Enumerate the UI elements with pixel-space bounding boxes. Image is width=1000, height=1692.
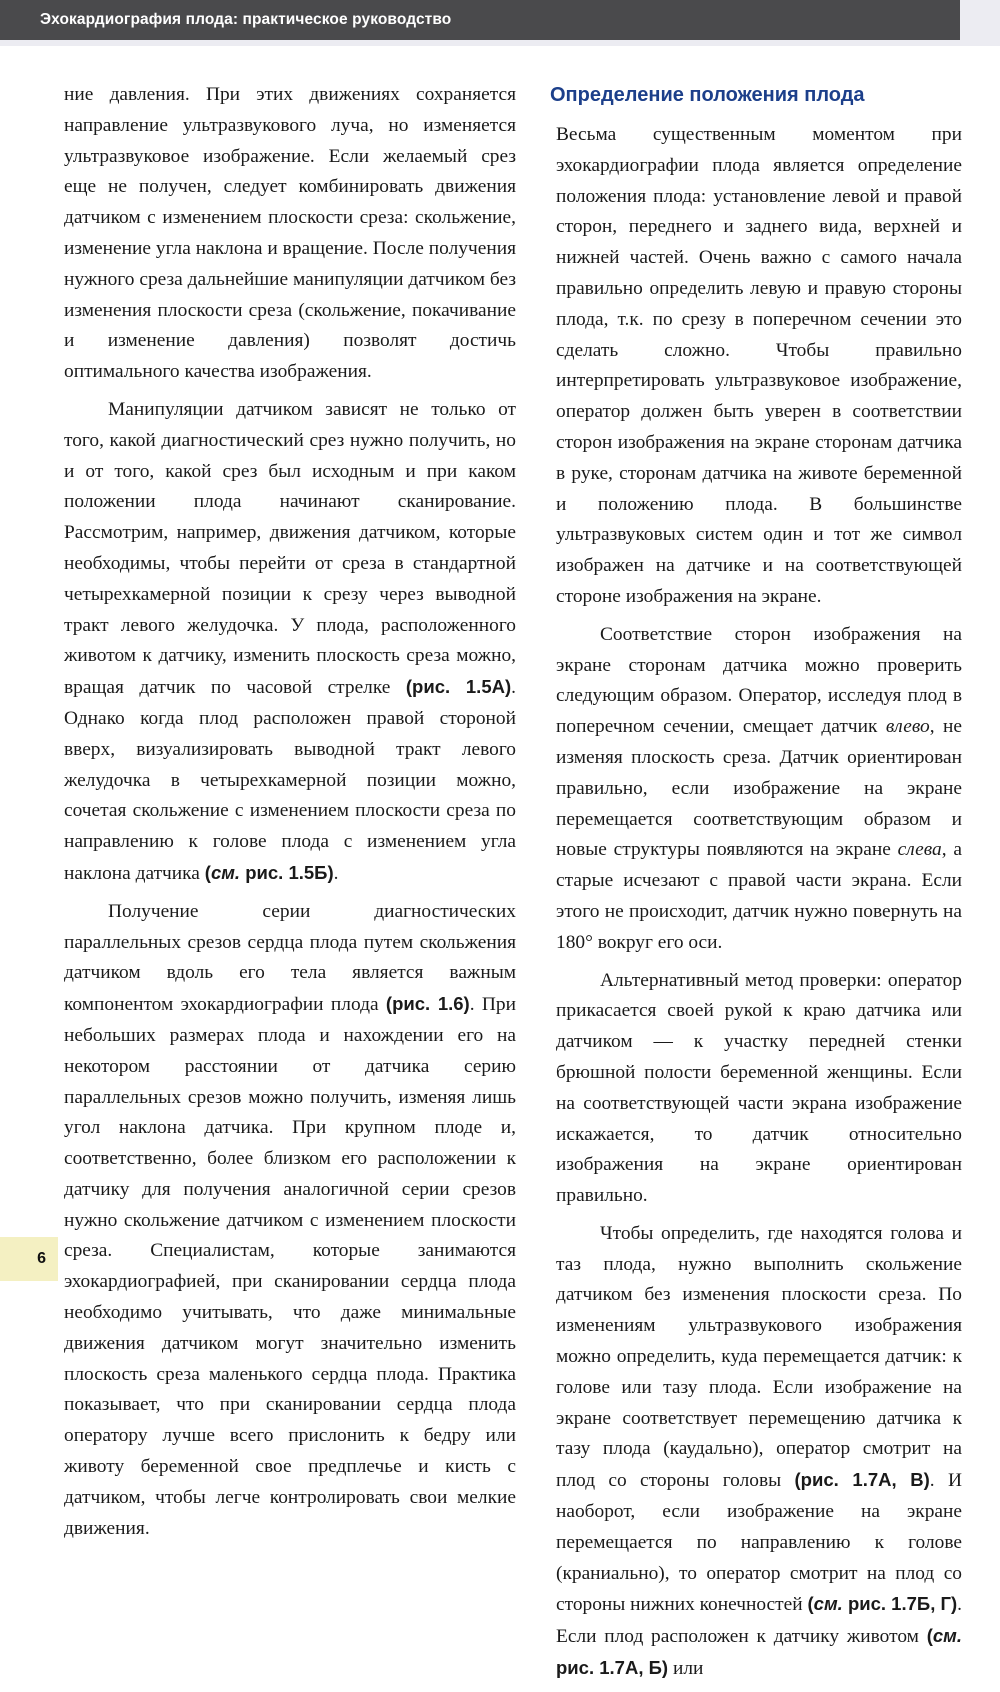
right-paragraph-3: Альтернативный метод проверки: оператор прикасается своей рукой к краю датчика или датчиком — к участку передней стенки брюшной полости беременной женщины. Если на соответствующей части экрана изображение искажается, то датчик относительно изображения на экране ориентирован правильно. (556, 969, 962, 1207)
page-number-label: 6 (37, 1250, 46, 1267)
figure-ref[interactable]: (см. рис. 1.7А, Б) (556, 1625, 962, 1679)
figure-ref[interactable]: (рис. 1.7А, В) (794, 1469, 930, 1491)
left-paragraph-1: ние давления. При этих движениях сохраняется направление ультразвукового луча, но изменяется ультразвуковое изображение. Если желаемый срез еще не получен, следует комбинировать движения датчиком с изменением плоскости среза: скольжение, изменение угла наклона и вращение. После получения нужного среза дальнейшие манипуляции датчиком без изменения плоскости среза (скольжение, покачивание и изменение давления) позволят достичь оптимального качества изображения. (64, 84, 516, 383)
right-paragraph-1: Весьма существенным моментом при эхокардиографии плода является определение положения плода: установление левой и правой сторон, переднего и заднего вида, верхней и нижней частей. Очень важно с самого начала правильно определить левую и правую стороны плода, т.к. по срезу в поперечном сечении это сделать сложно. Чтобы правильно интерпретировать ультразвуковое изображение, оператор должен быть уверен в соответствии сторон изображения на экране сторонам датчика в руке, сторонам датчика на животе беременной и положению плода. В большинстве ультразвуковых систем один и тот же символ изображен на датчике и на соответствующей стороне изображения на экране. (556, 124, 962, 607)
running-header (0, 0, 960, 40)
left-paragraph-2: Манипуляции датчиком зависят не только от того, какой диагностический срез нужно получить, но и от того, какой срез был исходным и при каком положении плода начинают сканирование. Рассмотрим, например, движения датчиком, которые необходимы, чтобы перейти от среза в стандартной четырехкамерной позиции к срезу через выводной тракт левого желудочка. У плода, расположенного животом к датчику, изменить плоскость среза можно, вращая датчик по часовой стрелке (рис. 1.5А). Однако когда плод расположен правой стороной вверх, визуализировать выводной тракт левого желудочка в четырехкамерной позиции можно, сочетая скольжение с изменением плоскости среза по направлению к голове плода с изменением угла наклона датчика (см. рис. 1.5Б). (64, 398, 516, 884)
section-title: Определение положения плода (550, 84, 865, 106)
page-number (0, 1237, 58, 1281)
figure-ref[interactable]: (рис. 1.5А) (405, 676, 512, 698)
left-paragraph-3: Получение серии диагностических параллельных срезов сердца плода путем скольжения датчиком вдоль его тела является важным компонентом эхокардиографии плода (рис. 1.6). При небольших размерах плода и нахождении его на некотором расстоянии от датчика серию параллельных срезов можно получить, изменяя лишь угол наклона датчика. При крупном плоде и, соответственно, более близком его расположении к датчику для получения аналогичной серии срезов нужно скольжение датчиком с изменением плоскости среза. Специалистам, которые занимаются эхокардиографией, при сканировании сердца плода необходимо учитывать, что даже минимальные движения датчиком могут значительно изменить плоскость среза маленького сердца плода. Практика показывает, что при сканировании сердца плода оператору лучше всего прислонить к бедру или животу беременной свое предплечье и кисть с датчиком, чтобы легче контролировать свои мелкие движения. (64, 900, 516, 1539)
right-paragraph-4: Чтобы определить, где находятся голова и таз плода, нужно выполнить скольжение датчиком без изменения плоскости среза. По изменениям ультразвукового изображения можно определить, куда перемещается датчик: к голове или тазу плода. Если изображение на экране соответствует перемещению датчика к тазу плода (каудально), оператор смотрит на плод со стороны головы (рис. 1.7А, В). И наоборот, если изображение на экране перемещается по направлению к голове (краниально), то оператор смотрит на плод со стороны нижних конечностей (см. рис. 1.7Б, Г). Если плод расположен к датчику животом (см. рис. 1.7А, Б) или (556, 1222, 962, 1680)
figure-ref[interactable]: (рис. 1.6) (385, 993, 470, 1015)
right-column (550, 80, 962, 1692)
left-column (64, 80, 516, 1551)
running-header-title: Эхокардиография плода: практическое руководство (40, 11, 452, 28)
right-paragraph-2: Соответствие сторон изображения на экране сторонам датчика можно проверить следующим образом. Оператор, исследуя плод в поперечном сечении, смещает датчик влево, не изменяя плоскость среза. Датчик ориентирован правильно, если изображение на экране перемещается соответствующим образом и новые структуры появляются на экране слева, а старые исчезают с правой части экрана. Если этого не происходит, датчик нужно повернуть на 180° вокруг его оси. (556, 623, 962, 953)
figure-ref[interactable]: (см. рис. 1.7Б, Г) (807, 1593, 958, 1615)
figure-ref[interactable]: (см. рис. 1.5Б) (204, 861, 334, 883)
